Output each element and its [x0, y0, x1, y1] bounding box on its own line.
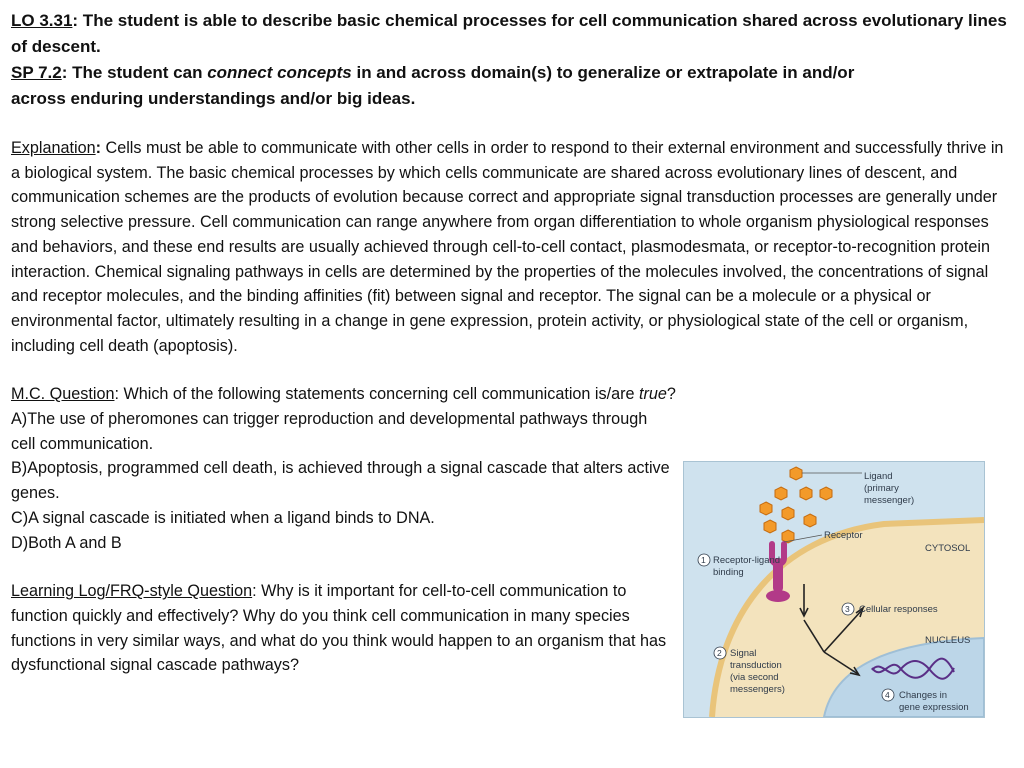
frq-question: [11, 579, 671, 678]
step-3-number: 3: [845, 604, 850, 614]
science-practice: [11, 60, 901, 112]
ligand: [775, 487, 787, 500]
mc-option-b: B)Apoptosis, programmed cell death, is achieved through a signal cascade that alters active genes.: [11, 459, 670, 503]
step-1-number: 1: [701, 555, 706, 565]
cell-signaling-diagram: [684, 462, 984, 717]
explanation-paragraph: [11, 136, 1011, 358]
frq-label: Learning Log/FRQ-style Question: [11, 582, 253, 601]
step-4-label-line2: gene expression: [899, 702, 969, 713]
ligand-label-line2: (primary: [864, 483, 899, 494]
step-1-marker: [698, 554, 710, 566]
ligand: [760, 502, 772, 515]
step-3-marker: [842, 603, 854, 615]
ligand-label-line3: messenger): [864, 495, 915, 506]
explanation-colon: :: [95, 139, 101, 157]
ligand: [804, 514, 816, 527]
nucleus-label: NUCLEUS: [925, 635, 971, 646]
mc-question-after: ?: [666, 385, 676, 404]
step-3-label: Cellular responses: [859, 604, 938, 615]
mc-option-a: A)The use of pheromones can trigger reproduction and developmental pathways through cell communication.: [11, 410, 648, 453]
mc-question-emphasis: true: [639, 385, 667, 404]
step-2-label-line1: Signal: [730, 648, 757, 659]
step-2-label-line4: messengers): [730, 684, 785, 695]
explanation-text: Cells must be able to communicate with other cells in order to respond to their external environment and successfully thrive in a biological system. The basic chemical processes by which cells communicate are shared across evolutionary lines of descent, and communication schemes are the products of evolution because correct and appropriate signal transduction processes are generally under strong selective pressure. Cell communication can range anywhere from organ differentiation to whole organism physiological responses and behaviors, and these end results are usually achieved through cell-to-cell contact, plasmodesmata, or receptor-to-recognition protein interaction. Chemical signaling pathways in cells are determined by the properties of the molecules involved, the concentrations of signal and receptor molecules, and the binding affinities (fit) between signal and receptor. The signal can be a molecule or a physical or environmental factor, ultimately resulting in a change in gene expression, protein activity, or physiological state of the cell or organism, including cell death (apoptosis).: [11, 139, 1004, 355]
lo-code: LO 3.31: [11, 11, 73, 30]
learning-objective: [11, 8, 1011, 60]
ligand-label-line1: Ligand: [864, 471, 893, 482]
step-1-label-line2: binding: [713, 567, 744, 578]
sp-code: SP 7.2: [11, 63, 62, 82]
cytosol-label: CYTOSOL: [925, 543, 971, 554]
mc-option-d: D)Both A and B: [11, 533, 122, 552]
step-2-number: 2: [717, 648, 722, 658]
ligand: [790, 467, 802, 480]
step-2-label-line2: transduction: [730, 660, 782, 671]
ligand: [782, 507, 794, 520]
receptor-label: Receptor: [824, 530, 863, 541]
frq-text: : Why is it important for cell-to-cell communication to function quickly and effectively? Why do you think cell communication in many species functions in very similar ways, and what do you think would happen to an organism that has dysfunctional signal cascade pathways?: [11, 582, 667, 675]
lo-text: : The student is able to describe basic chemical processes for cell communication shared across evolutionary lines of descent.: [11, 11, 1007, 56]
step-2-marker: [714, 647, 726, 659]
ligand: [764, 520, 776, 533]
cell-signaling-figure: [683, 461, 985, 718]
sp-text-after: in and across domain(s) to generalize or extrapolate in and/or across enduring understandings and/or big ideas.: [11, 63, 855, 108]
mc-question-before: : Which of the following statements concerning cell communication is/are: [114, 385, 640, 404]
mc-question: [11, 382, 1011, 407]
mc-label: M.C. Question: [11, 385, 115, 404]
step-4-label-line1: Changes in: [899, 690, 948, 701]
ligand-molecules: [760, 467, 832, 543]
ligand: [820, 487, 832, 500]
mc-option-c: C)A signal cascade is initiated when a ligand binds to DNA.: [11, 508, 435, 527]
step-1-label-line1: Receptor-ligand: [713, 555, 781, 566]
ligand: [800, 487, 812, 500]
step-4-number: 4: [885, 690, 890, 700]
step-2-label-line3: (via second: [730, 672, 779, 683]
sp-text-before: : The student can: [61, 63, 208, 82]
sp-emphasis: connect concepts: [207, 63, 352, 82]
explanation-label: Explanation: [11, 139, 96, 157]
step-4-marker: [882, 689, 894, 701]
